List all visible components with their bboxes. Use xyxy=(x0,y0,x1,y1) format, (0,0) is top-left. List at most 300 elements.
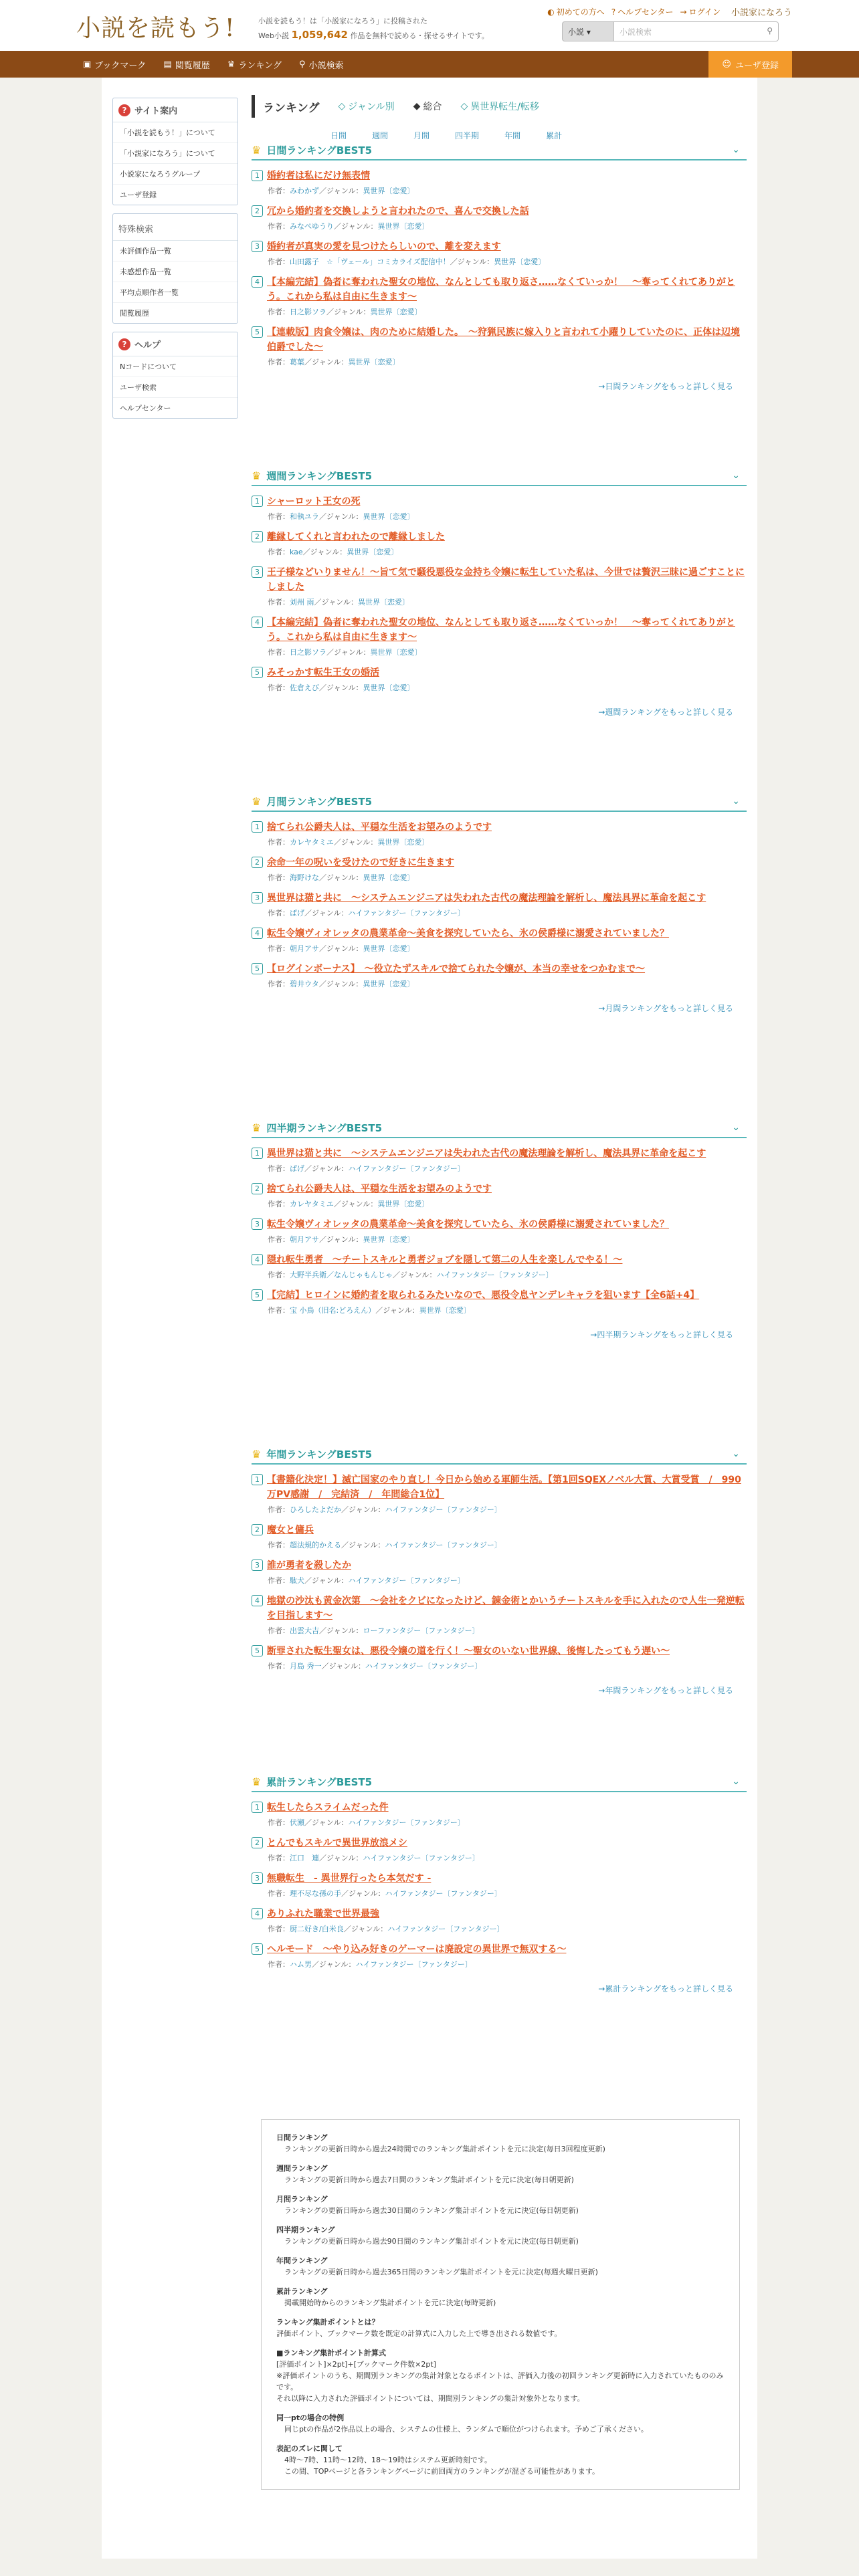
genre-link[interactable]: 異世界〔恋愛〕 xyxy=(363,980,415,988)
entry-meta xyxy=(252,1504,747,1515)
sidebar-item[interactable]: ヘルプセンター xyxy=(120,404,171,413)
genre-link[interactable]: 異世界〔恋愛〕 xyxy=(494,257,546,266)
entry-title-row xyxy=(252,1288,747,1303)
note-formula: [評価ポイント]×2pt]+[ブックマーク件数×2pt] xyxy=(276,2360,436,2369)
rank-number: 5 xyxy=(252,1943,263,1955)
list-item xyxy=(252,1871,747,1899)
entry-title-row xyxy=(252,1182,747,1196)
section-header[interactable] xyxy=(252,140,747,160)
genre-label: ／ジャンル： xyxy=(319,187,363,195)
narou-brand-link[interactable]: 小説家になろう xyxy=(731,8,792,18)
novel-title-link[interactable]: 断罪された転生聖女は、悪役令嬢の道を行く！～聖女のいない世界線、後悔したってもう遅い～ xyxy=(267,1646,670,1656)
genre-label: ／ジャンル： xyxy=(341,1505,385,1514)
author-label: 作者： xyxy=(268,1235,290,1244)
rank-number: 1 xyxy=(252,1474,263,1485)
entry-meta xyxy=(252,185,747,196)
novel-title-link[interactable]: ヘルモード ～やり込み好きのゲーマーは廃設定の異世界で無双する～ xyxy=(267,1944,567,1955)
entry-meta xyxy=(252,1234,747,1245)
genre-link[interactable]: ローファンタジー〔ファンタジー〕 xyxy=(363,1626,480,1635)
more-ranking-link[interactable]: →日間ランキングをもっと詳しく見る xyxy=(598,382,733,391)
novel-title-link[interactable]: シャーロット王女の死 xyxy=(267,496,361,507)
note-delay-desc: 4時〜7時、11時〜12時、18〜19時はシステム更新時刻です。 xyxy=(284,2456,492,2464)
section-header[interactable] xyxy=(252,1772,747,1792)
novel-title-link[interactable]: 離縁してくれと言われたので離縁しました xyxy=(267,532,445,542)
genre-link[interactable]: ハイファンタジー〔ファンタジー〕 xyxy=(348,1164,465,1173)
novel-title-link[interactable]: 婚約者が真実の愛を見つけたらしいので、離を変えます xyxy=(267,241,501,252)
genre-label: ／ジャンル： xyxy=(450,257,494,266)
entry-meta xyxy=(252,1625,747,1636)
author-link[interactable]: ひろしたよだか xyxy=(290,1505,341,1514)
genre-label: ／ジャンル： xyxy=(343,1925,388,1933)
period-link[interactable]: 日間 xyxy=(330,131,347,140)
entry-meta xyxy=(252,1852,747,1863)
author-label: 作者： xyxy=(268,1626,290,1635)
rank-number: 4 xyxy=(252,1254,263,1265)
ranking-section xyxy=(252,140,747,392)
crown-icon: ♛ xyxy=(252,469,262,482)
ranking-notes xyxy=(261,2119,740,2490)
crown-icon: ♛ xyxy=(252,1775,262,1788)
novel-title-link[interactable]: とんでもスキルで異世界放浪メシ xyxy=(267,1838,407,1848)
crown-icon: ♛ xyxy=(252,1121,262,1134)
history-icon: ▤ xyxy=(163,59,172,70)
novel-title-link[interactable]: 王子様などいりません！～旨て気で騒役悪役な金持ち令嬢に転生していた私は、今世では贅沢三昧に過ごすことにしました xyxy=(267,567,745,593)
entry-title-row xyxy=(252,1558,747,1573)
genre-link[interactable]: ハイファンタジー〔ファンタジー〕 xyxy=(385,1541,502,1549)
entry-title-row xyxy=(252,615,747,645)
author-label: 作者： xyxy=(268,308,290,316)
entry-title-row xyxy=(252,1523,747,1537)
note-title: 年間ランキング xyxy=(276,2256,328,2265)
entry-meta xyxy=(252,1539,747,1550)
chevron-down-icon[interactable]: ⌄ xyxy=(732,470,740,481)
entry-title-row xyxy=(252,1871,747,1886)
search-icon: ⚲ xyxy=(298,59,306,70)
nav-history[interactable] xyxy=(163,58,209,71)
author-link[interactable]: 大野半兵衛／なんじゃもんじゃ xyxy=(290,1271,393,1279)
rank-number: 1 xyxy=(252,170,263,181)
list-item xyxy=(252,1473,747,1515)
entry-meta xyxy=(252,1163,747,1174)
sidebar-item[interactable]: Nコードについて xyxy=(113,356,237,377)
novel-title-link[interactable]: ありふれた職業で世界最強 xyxy=(267,1909,379,1919)
site-guide-title: サイト案内 xyxy=(134,106,178,116)
genre-link[interactable]: 異世界〔恋愛〕 xyxy=(363,944,415,953)
nav-search[interactable] xyxy=(299,58,344,71)
genre-link[interactable]: ハイファンタジー〔ファンタジー〕 xyxy=(348,1818,465,1827)
novel-title-link[interactable]: 【本編完結】偽者に奪われた聖女の地位、なんとしても取り返さ……なくていっか！ ～奪ってくれてありがとう。これから私は自由に生きます～ xyxy=(267,617,735,643)
entry-title-row xyxy=(252,1644,747,1658)
rank-number: 1 xyxy=(252,1802,263,1813)
list-item xyxy=(252,494,747,522)
rank-number: 4 xyxy=(252,617,263,628)
footer xyxy=(0,2559,859,2576)
genre-label: ／ジャンル： xyxy=(318,980,363,988)
author-link[interactable]: ぱげ xyxy=(290,909,304,918)
entry-title-row xyxy=(252,1942,747,1957)
list-item xyxy=(252,1942,747,1969)
novel-title-link[interactable]: 異世界は猫と共に ～システムエンジニアは失われた古代の魔法理論を解析し、魔法具界に革命を起こす xyxy=(267,893,706,903)
novel-title-link[interactable]: 【ログインボーナス】 ～役立たずスキルで捨てられた令嬢が、本当の幸せをつかむまで～ xyxy=(267,964,646,974)
author-link[interactable]: カレヤタミエ xyxy=(290,838,334,847)
tab-overall-label: 総合 xyxy=(423,102,442,112)
genre-link[interactable]: 異世界〔恋愛〕 xyxy=(419,1306,471,1315)
genre-link[interactable]: ハイファンタジー〔ファンタジー〕 xyxy=(348,1576,465,1585)
author-link[interactable]: 朝月アサ xyxy=(290,1235,319,1244)
help-title: ヘルプ xyxy=(134,340,161,350)
note-desc: 掲載開始時からのランキング集計ポイントを元に決定(毎時更新) xyxy=(284,2298,496,2307)
entry-meta xyxy=(252,1305,747,1315)
chevron-down-icon[interactable]: ⌄ xyxy=(732,1122,740,1133)
author-link[interactable]: 宝 小鳥（旧名:どろえん） xyxy=(290,1306,376,1315)
list-item xyxy=(252,820,747,847)
nav-history-label: 閲覧履歴 xyxy=(175,60,210,71)
entry-title-row xyxy=(252,239,747,254)
entry-meta xyxy=(252,837,747,847)
entry-title-row xyxy=(252,1907,747,1921)
section-header[interactable] xyxy=(252,1118,747,1138)
list-item xyxy=(252,565,747,607)
tab-isekai[interactable] xyxy=(460,100,539,113)
more-ranking-link[interactable]: →年間ランキングをもっと詳しく見る xyxy=(598,1686,733,1695)
novel-title-link[interactable]: 転生令嬢ヴィオレッタの農業革命～美食を探究していたら、氷の侯爵様に溺愛されていました？ xyxy=(267,1219,670,1230)
author-label: 作者： xyxy=(268,1576,290,1585)
genre-link[interactable]: ハイファンタジー〔ファンタジー〕 xyxy=(363,1854,480,1862)
search-input[interactable] xyxy=(614,21,779,41)
genre-link[interactable]: ハイファンタジー〔ファンタジー〕 xyxy=(348,909,465,918)
novel-title-link[interactable]: 余命一年の呪いを受けたので好きに生きます xyxy=(267,857,454,868)
section-header[interactable] xyxy=(252,792,747,812)
search-type-value: 小説 xyxy=(568,27,585,37)
note-delay-desc: この間、TOPページと各ランキングページに前回両方のランキングが混ざる可能性があります。 xyxy=(284,2467,600,2476)
list-item xyxy=(252,1800,747,1828)
author-link[interactable]: 江口 連 xyxy=(290,1854,319,1862)
novel-title-link[interactable]: 異世界は猫と共に ～システムエンジニアは失われた古代の魔法理論を解析し、魔法具界に革命を起こす xyxy=(267,1148,706,1159)
section-header[interactable] xyxy=(252,466,747,486)
novel-title-link[interactable]: 隠れ転生勇者 ～チートスキルと勇者ジョブを隠して第二の人生を楽しんでやる！～ xyxy=(267,1255,623,1265)
genre-label: ／ジャンル： xyxy=(319,1235,363,1244)
author-label: 作者： xyxy=(268,1662,290,1671)
author-label: 作者： xyxy=(268,1271,290,1279)
chevron-down-icon[interactable]: ⌄ xyxy=(732,144,740,155)
genre-link[interactable]: 異世界〔恋愛〕 xyxy=(347,548,399,556)
period-link[interactable]: 四半期 xyxy=(455,131,480,140)
entry-meta xyxy=(252,1575,747,1586)
author-label: 作者： xyxy=(268,1164,290,1173)
genre-label: ／ジャンル： xyxy=(302,548,347,556)
more-ranking-link[interactable]: →四半期ランキングをもっと詳しく見る xyxy=(590,1330,733,1339)
link-beginners[interactable] xyxy=(547,6,605,17)
link-beginners-label: 初めての方へ xyxy=(556,7,605,17)
rank-number: 3 xyxy=(252,1218,263,1230)
entry-title-row xyxy=(252,1836,747,1850)
chevron-down-icon[interactable]: ⌄ xyxy=(732,796,740,807)
novel-title-link[interactable]: 婚約者は私にだけ無表情 xyxy=(267,171,370,181)
novel-title-link[interactable]: 捨てられ公爵夫人は、平穏な生活をお望みのようです xyxy=(267,1184,492,1194)
note-same-desc: 同じptの作品が2作品以上の場合、システムの仕様上、ランダムで順位がつけられます。予めご了承ください。 xyxy=(284,2425,648,2434)
author-link[interactable]: 海野けな xyxy=(290,873,319,882)
novel-title-link[interactable]: 捨てられ公爵夫人は、平穏な生活をお望みのようです xyxy=(267,822,492,833)
note-desc: ランキングの更新日時から過去7日間のランキング集計ポイントを元に決定(毎日朝更新) xyxy=(284,2175,574,2184)
novel-title-link[interactable]: みそっかす転生王女の婚活 xyxy=(267,667,379,678)
more-ranking-link[interactable]: →週間ランキングをもっと詳しく見る xyxy=(598,708,733,717)
period-link[interactable]: 年間 xyxy=(504,131,521,140)
entry-title-row xyxy=(252,204,747,219)
author-link[interactable]: みなぺゆうり xyxy=(290,222,334,231)
novel-title-link[interactable]: 【書籍化決定！】滅亡国家のやり直し！今日から始める軍師生活。【第1回SQEXノベル大賞、大賞受賞 / 990万PV感謝 / 完結済 / 年間総合1位】 xyxy=(267,1475,741,1500)
author-label: 作者： xyxy=(268,1818,290,1827)
genre-link[interactable]: 異世界〔恋愛〕 xyxy=(363,187,415,195)
site-tagline xyxy=(258,15,489,43)
list-item xyxy=(252,325,747,367)
author-link[interactable]: みわかず xyxy=(290,187,319,195)
sidebar xyxy=(112,98,238,427)
novel-title-link[interactable]: 誰が勇者を殺したか xyxy=(267,1560,351,1571)
rank-number: 1 xyxy=(252,821,263,833)
rank-number: 2 xyxy=(252,205,263,217)
help-box xyxy=(112,332,238,419)
rank-number: 3 xyxy=(252,241,263,252)
section-title: 月間ランキングBEST5 xyxy=(266,795,373,808)
genre-label: ／ジャンル： xyxy=(319,683,363,692)
list-item xyxy=(252,1836,747,1863)
tab-isekai-label: 異世界転生/転移 xyxy=(470,102,539,112)
list-item xyxy=(252,1523,747,1550)
sidebar-item[interactable]: 「小説家になろう」について xyxy=(113,143,237,164)
genre-label: ／ジャンル： xyxy=(304,909,349,918)
author-link[interactable]: 伏瀬 xyxy=(290,1818,304,1827)
search-type-select[interactable] xyxy=(562,21,614,41)
author-link[interactable]: 刘州 雨 xyxy=(290,598,314,607)
ranking-section xyxy=(252,1772,747,1994)
entry-meta xyxy=(252,647,747,657)
site-logo[interactable]: 小説を読もう! xyxy=(76,15,235,42)
author-link[interactable]: 厨二好き/白米良 xyxy=(290,1925,344,1933)
genre-link[interactable]: ハイファンタジー〔ファンタジー〕 xyxy=(436,1271,553,1279)
genre-link[interactable]: ハイファンタジー〔ファンタジー〕 xyxy=(387,1925,504,1933)
author-link[interactable]: 葛葉 xyxy=(290,358,304,366)
author-label: 作者： xyxy=(268,838,290,847)
sidebar-item[interactable]: 「小説を読もう！」について xyxy=(113,122,237,143)
rank-number: 5 xyxy=(252,667,263,678)
rank-number: 5 xyxy=(252,1645,263,1656)
nav-ranking[interactable] xyxy=(227,58,282,71)
genre-label: ／ジャンル： xyxy=(319,1854,363,1862)
genre-link[interactable]: 異世界〔恋愛〕 xyxy=(358,598,410,607)
author-label: 作者： xyxy=(268,909,290,918)
rank-number: 5 xyxy=(252,326,263,338)
genre-label: ／ジャンル： xyxy=(334,222,378,231)
entry-meta xyxy=(252,1817,747,1828)
chevron-down-icon[interactable]: ⌄ xyxy=(732,1776,740,1787)
author-link[interactable]: カレヤタミエ xyxy=(290,1200,334,1208)
author-label: 作者： xyxy=(268,1541,290,1549)
novel-title-link[interactable]: 魔女と傭兵 xyxy=(267,1525,314,1535)
novel-title-link[interactable]: 無職転生 - 異世界行ったら本気だす - xyxy=(267,1873,432,1884)
ranking-section xyxy=(252,466,747,718)
author-link[interactable]: 日之影ソラ xyxy=(290,308,326,316)
note-title: 日間ランキング xyxy=(276,2133,328,2142)
author-label: 作者： xyxy=(268,1925,290,1933)
tagline-pre: Web小説 xyxy=(258,31,289,40)
genre-link[interactable]: 異世界〔恋愛〕 xyxy=(370,308,422,316)
note-formula-desc: ※評価ポイントのうち、期間別ランキングの集計対象となるポイントは、評価入力後の初回ランキング更新時に入力されていたもののみです。 xyxy=(276,2371,724,2391)
sidebar-item[interactable]: 未感想作品一覧 xyxy=(113,261,237,282)
genre-link[interactable]: 異世界〔恋愛〕 xyxy=(348,358,400,366)
entry-title-row xyxy=(252,926,747,941)
author-link[interactable]: 超法規的かえる xyxy=(290,1541,341,1549)
author-label: 作者： xyxy=(268,1505,290,1514)
list-item xyxy=(252,169,747,196)
author-link[interactable]: ぱげ xyxy=(290,1164,304,1173)
question-icon: ? xyxy=(118,338,130,350)
list-item xyxy=(252,275,747,317)
genre-label: ／ジャンル： xyxy=(375,1306,419,1315)
entry-meta xyxy=(252,907,747,918)
genre-link[interactable]: 異世界〔恋愛〕 xyxy=(377,1200,430,1208)
link-login[interactable] xyxy=(680,6,721,17)
genre-link[interactable]: 異世界〔恋愛〕 xyxy=(370,648,422,657)
chevron-down-icon[interactable]: ⌄ xyxy=(732,1448,740,1459)
author-link[interactable]: 佐倉えび xyxy=(290,683,319,692)
list-item xyxy=(252,530,747,557)
author-link[interactable]: 碧井ウタ xyxy=(290,980,319,988)
tab-genre[interactable] xyxy=(339,100,395,113)
author-link[interactable]: 山田露子 ☆「ヴェール」コミカライズ配信中！ xyxy=(290,257,450,266)
novel-title-link[interactable]: 【連載版】肉食令嬢は、肉のために結婚した。 ～狩猟民族に嫁入りと言われて小躍りしていたのに、正体は辺境伯爵でした～ xyxy=(267,327,740,352)
entry-title-row xyxy=(252,1473,747,1502)
link-help-center[interactable] xyxy=(611,6,674,17)
novel-title-link[interactable]: 冗から婚約者を交換しようと言われたので、喜んで交換した話 xyxy=(267,206,529,217)
crown-icon: ♛ xyxy=(252,794,262,808)
list-item xyxy=(252,665,747,693)
site-header xyxy=(0,0,859,51)
author-label: 作者： xyxy=(268,683,290,692)
entry-title-row xyxy=(252,325,747,354)
more-ranking-link[interactable]: →月間ランキングをもっと詳しく見る xyxy=(598,1004,733,1013)
period-link[interactable]: 週間 xyxy=(372,131,389,140)
entry-meta xyxy=(252,872,747,883)
list-item xyxy=(252,1182,747,1209)
author-label: 作者： xyxy=(268,980,290,988)
genre-link[interactable]: 異世界〔恋愛〕 xyxy=(363,683,415,692)
period-link[interactable]: 累計 xyxy=(546,131,563,140)
author-link[interactable]: 日之影ソラ xyxy=(290,648,326,657)
beginner-icon: ◐ xyxy=(547,7,555,17)
novel-title-link[interactable]: 【完結】ヒロインに婚約者を取られるみたいなので、悪役令息ヤンデレキャラを狙います【全6話+4】 xyxy=(267,1290,700,1301)
genre-link[interactable]: 異世界〔恋愛〕 xyxy=(377,222,430,231)
sidebar-item[interactable]: ユーザ登録 xyxy=(120,191,157,199)
genre-label: ／ジャンル： xyxy=(326,308,371,316)
entry-title-row xyxy=(252,1217,747,1232)
rank-number: 2 xyxy=(252,531,263,542)
author-link[interactable]: 出雲大吉 xyxy=(290,1626,319,1635)
entry-title-row xyxy=(252,1800,747,1815)
author-link[interactable]: 和執ユラ xyxy=(290,512,319,521)
novel-title-link[interactable]: 地獄の沙汰も黄金次第 ～会社をクビになったけど、錬金術とかいうチートスキルを手に入れたので人生一発逆転を目指します～ xyxy=(267,1596,745,1621)
rank-number: 4 xyxy=(252,1908,263,1919)
genre-link[interactable]: 異世界〔恋愛〕 xyxy=(363,873,415,882)
section-header[interactable] xyxy=(252,1444,747,1465)
entry-title-row xyxy=(252,1594,747,1623)
search-icon[interactable]: ⚲ xyxy=(767,26,773,35)
section-title: 日間ランキングBEST5 xyxy=(266,144,373,156)
entry-meta xyxy=(252,1198,747,1209)
period-link[interactable]: 月間 xyxy=(413,131,430,140)
note-desc: ランキングの更新日時から過去30日間のランキング集計ポイントを元に決定(毎日朝更新) xyxy=(284,2206,579,2215)
author-label: 作者： xyxy=(268,648,290,657)
sidebar-item[interactable]: 未評価作品一覧 xyxy=(113,241,237,261)
novel-title-link[interactable]: 転生したらスライムだった件 xyxy=(267,1802,389,1813)
main-nav xyxy=(0,51,859,78)
genre-link[interactable]: 異世界〔恋愛〕 xyxy=(377,838,430,847)
chevron-down-icon: ▾ xyxy=(586,27,591,37)
author-link[interactable]: 理不尽な孫の手 xyxy=(290,1889,341,1898)
author-link[interactable]: 駄犬 xyxy=(290,1576,304,1585)
entry-title-row xyxy=(252,665,747,680)
entry-meta xyxy=(252,306,747,317)
diamond-outline-icon: ◇ xyxy=(460,101,468,112)
list-item xyxy=(252,926,747,954)
nav-bookmark[interactable] xyxy=(83,58,146,71)
entry-meta xyxy=(252,1888,747,1899)
author-label: 作者： xyxy=(268,598,290,607)
novel-title-link[interactable]: 【本編完結】偽者に奪われた聖女の地位、なんとしても取り返さ……なくていっか！ ～奪ってくれてありがとう。これから私は自由に生きます～ xyxy=(267,277,735,302)
genre-link[interactable]: ハイファンタジー〔ファンタジー〕 xyxy=(365,1662,482,1671)
list-item xyxy=(252,962,747,989)
more-ranking-link[interactable]: →累計ランキングをもっと詳しく見る xyxy=(598,1984,733,1994)
entry-title-row xyxy=(252,275,747,304)
novel-title-link[interactable]: 転生令嬢ヴィオレッタの農業革命～美食を探究していたら、氷の侯爵様に溺愛されていました？ xyxy=(267,928,670,939)
link-login-label: ログイン xyxy=(688,7,721,17)
genre-link[interactable]: 異世界〔恋愛〕 xyxy=(363,512,415,521)
genre-link[interactable]: ハイファンタジー〔ファンタジー〕 xyxy=(355,1960,472,1969)
genre-label: ／ジャンル： xyxy=(304,1164,349,1173)
sidebar-item[interactable]: ユーザ検索 xyxy=(113,377,237,398)
note-desc: ランキングの更新日時から過去24時間でのランキング集計ポイントを元に決定(毎日3回程度更新) xyxy=(284,2145,605,2153)
special-search-box xyxy=(112,213,238,324)
sidebar-item[interactable]: 閲覧履歴 xyxy=(120,309,149,318)
author-link[interactable]: kae xyxy=(290,548,303,556)
list-item xyxy=(252,239,747,267)
rank-number: 1 xyxy=(252,496,263,507)
genre-label: ／ジャンル： xyxy=(341,1541,385,1549)
register-button[interactable] xyxy=(708,51,792,78)
entry-meta xyxy=(252,978,747,989)
section-title: 累計ランキングBEST5 xyxy=(266,1776,373,1788)
genre-link[interactable]: ハイファンタジー〔ファンタジー〕 xyxy=(385,1889,502,1898)
sidebar-item[interactable]: 平均点順作者一覧 xyxy=(113,282,237,303)
list-item xyxy=(252,891,747,918)
author-link[interactable]: ハム男 xyxy=(290,1960,312,1969)
author-link[interactable]: 朝月アサ xyxy=(290,944,319,953)
genre-link[interactable]: ハイファンタジー〔ファンタジー〕 xyxy=(385,1505,502,1514)
rank-number: 3 xyxy=(252,1872,263,1884)
author-link[interactable]: 月島 秀一 xyxy=(290,1662,322,1671)
sidebar-item[interactable]: 小説家になろうグループ xyxy=(113,164,237,185)
rank-number: 2 xyxy=(252,1524,263,1535)
author-label: 作者： xyxy=(268,873,290,882)
special-search-title: 特殊検索 xyxy=(113,217,237,241)
nav-ranking-label: ランキング xyxy=(238,60,282,71)
entry-title-row xyxy=(252,891,747,905)
note-desc: ランキングの更新日時から過去365日間のランキング集計ポイントを元に決定(毎週火曜日更新) xyxy=(284,2268,598,2276)
rank-number: 3 xyxy=(252,566,263,578)
tab-overall[interactable] xyxy=(413,100,442,113)
entry-meta xyxy=(252,597,747,607)
entry-title-row xyxy=(252,530,747,544)
genre-link[interactable]: 異世界〔恋愛〕 xyxy=(363,1235,415,1244)
